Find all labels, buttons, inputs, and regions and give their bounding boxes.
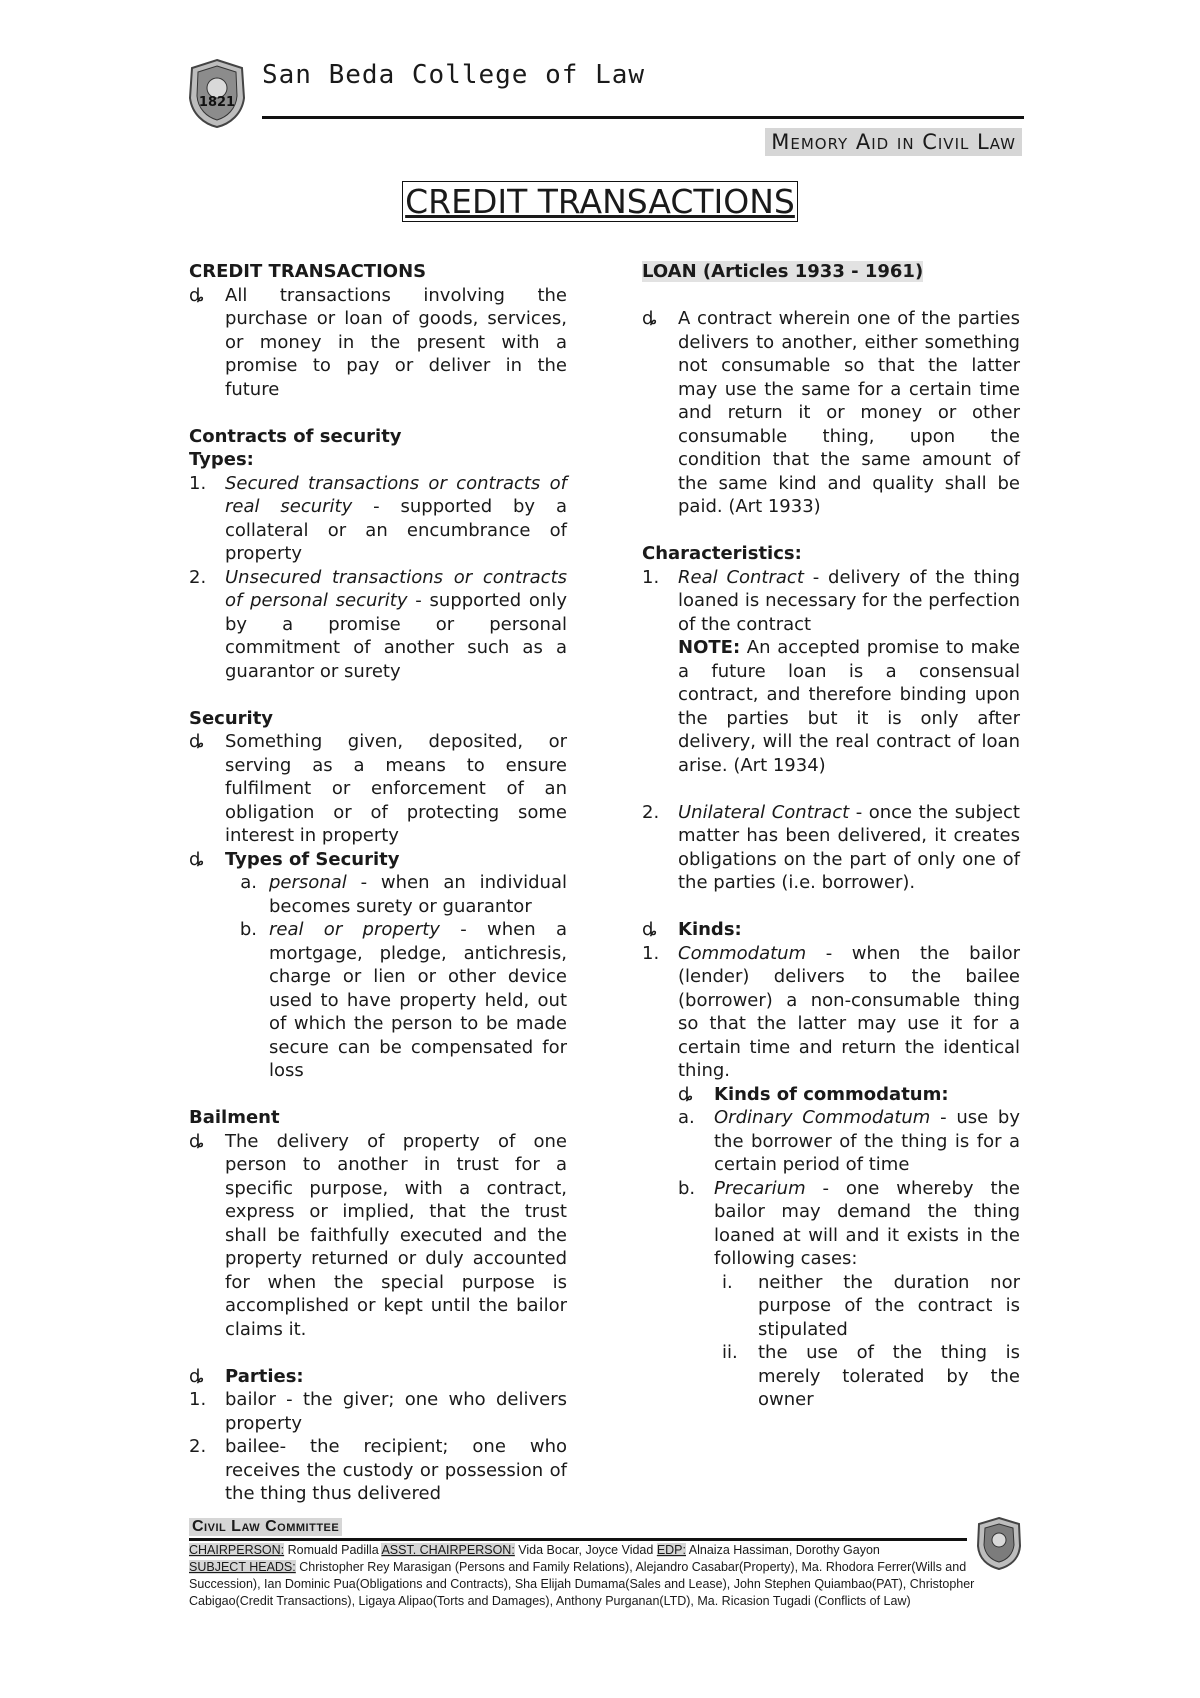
list-item: ȡ Kinds: xyxy=(642,919,742,940)
list-item: 2. bailee- the recipient; one who receives the custody or possession of the thing thus delivered xyxy=(189,1436,567,1504)
footer-rule xyxy=(189,1538,967,1541)
check-bullet-icon: ȡ xyxy=(678,1083,694,1105)
bailment-heading: Bailment xyxy=(189,1107,280,1128)
list-item: ȡ All transactions involving the purchase or loan of goods, services, or money in the present with a promise to pay or deliver in the future xyxy=(189,284,567,400)
list-item: 1. Commodatum - when the bailor (lender) delivers to the bailee (borrower) a non-consumable thing so that the latter may use it for a certain time and return the identical thing. xyxy=(642,942,1020,1081)
list-item: b. Precarium - one whereby the bailor may demand the thing loaned at will and it exists in the following cases: xyxy=(678,1177,1020,1269)
list-item: ȡ Parties: xyxy=(189,1365,304,1387)
list-item: ȡ Something given, deposited, or serving as a means to ensure fulfilment or enforcement of an obligation or of protecting some interest in property xyxy=(189,731,567,846)
security-heading: Security xyxy=(189,707,274,729)
list-item: b. real or property - when a mortgage, pledge, antichresis, charge or lien or other device used to have property held, out of which the person to be made secure can be compensated for loss xyxy=(239,919,567,1081)
list-item: ii. the use of the thing is merely tolerated by the owner xyxy=(722,1342,1020,1410)
check-bullet-icon: ȡ xyxy=(189,1130,205,1152)
memory-aid-label: Memory Aid in Civil Law xyxy=(765,128,1022,156)
list-item: 2. Unilateral Contract - once the subject matter has been delivered, it creates obligations on the part of only one of the parties (i.e. borrower). xyxy=(642,801,1020,893)
list-item: ȡ Kinds of commodatum: xyxy=(678,1083,949,1105)
types-heading: Types: xyxy=(189,449,254,470)
school-seal-icon xyxy=(186,58,248,128)
check-bullet-icon: ȡ xyxy=(189,848,205,870)
list-item: a. personal - when an individual becomes surety or guarantor xyxy=(240,872,567,917)
check-bullet-icon: ȡ xyxy=(189,284,205,306)
credit-transactions-heading: CREDIT TRANSACTIONS xyxy=(189,261,427,282)
list-item: 2. Unsecured transactions or contracts of personal security - supported only by a promise or personal commitment of another such as a guarantor or surety xyxy=(189,566,567,682)
check-bullet-icon: ȡ xyxy=(642,308,658,329)
list-item: i. neither the duration nor purpose of the contract is stipulated xyxy=(722,1271,1020,1340)
list-item: 1. Real Contract - delivery of the thing loaned is necessary for the perfection of the contract NOTE: An accepted promise to make a future loan is a consensual contract, and therefore binding upon the parties but it is only after delivery, will the real contract of loan arise. (Art 1934) xyxy=(642,566,1020,776)
note-label: NOTE: xyxy=(678,637,741,658)
characteristics-heading: Characteristics: xyxy=(642,543,802,564)
header-rule xyxy=(262,116,1024,119)
list-item: ȡ The delivery of property of one person to another in trust for a specific purpose, with a contract, express or implied, that the trust shall be faithfully executed and the property returned or duly accounted for when the special purpose is accomplished or kept until the bailor claims it. xyxy=(189,1130,567,1340)
page-title: CREDIT TRANSACTIONS xyxy=(0,182,1200,221)
check-bullet-icon: ȡ xyxy=(189,731,205,752)
list-item: 1. bailor - the giver; one who delivers property xyxy=(189,1389,567,1434)
list-item: a. Ordinary Commodatum - use by the borrower of the thing is for a certain period of time xyxy=(678,1107,1020,1175)
svg-text:1821: 1821 xyxy=(198,95,236,110)
list-item: ȡ Types of Security xyxy=(189,848,400,870)
footer xyxy=(189,1518,969,1536)
check-bullet-icon: ȡ xyxy=(189,1365,205,1387)
footer-credits: CHAIRPERSON: Romuald Padilla ASST. CHAIRPERSON: Vida Bocar, Joyce Vidad EDP: Alnaiza Hassiman, Dorothy Gayon SUBJECT HEADS: Christopher Rey Marasigan (Persons and Family Relations), Alejandro Casabar(Property), Ma. Rhodora Ferrer(Wills and Succession), Ian Dominic Pua(Obligations and Contracts), Sha Elijah Dumama(Sales and Lease), John Stephen Quiambao(PAT), Christopher Cabigao(Credit Transactions), Ligaya Alipao(Torts and Damages), Anthony Purganan(LTD), Ma. Ricasion Tugadi (Conflicts of Law) xyxy=(189,1543,975,1608)
list-item: 1. Secured transactions or contracts of real security - supported by a collateral or an encumbrance of property xyxy=(189,472,567,564)
loan-heading: LOAN (Articles 1933 - 1961) xyxy=(642,261,924,282)
check-bullet-icon: ȡ xyxy=(642,919,658,940)
left-column xyxy=(189,260,567,1506)
contracts-of-security-heading: Contracts of security xyxy=(189,425,402,447)
committee-label: Civil Law Committee xyxy=(189,1518,342,1536)
right-column xyxy=(642,260,1020,1412)
list-item: ȡ A contract wherein one of the parties delivers to another, either something not consumable so that the latter may use the same for a certain time and return it or money or other consumable thing, upon the condition that the same amount of the same kind and quality shall be paid. (Art 1933) xyxy=(642,308,1020,517)
school-name: San Beda College of Law xyxy=(262,60,646,90)
